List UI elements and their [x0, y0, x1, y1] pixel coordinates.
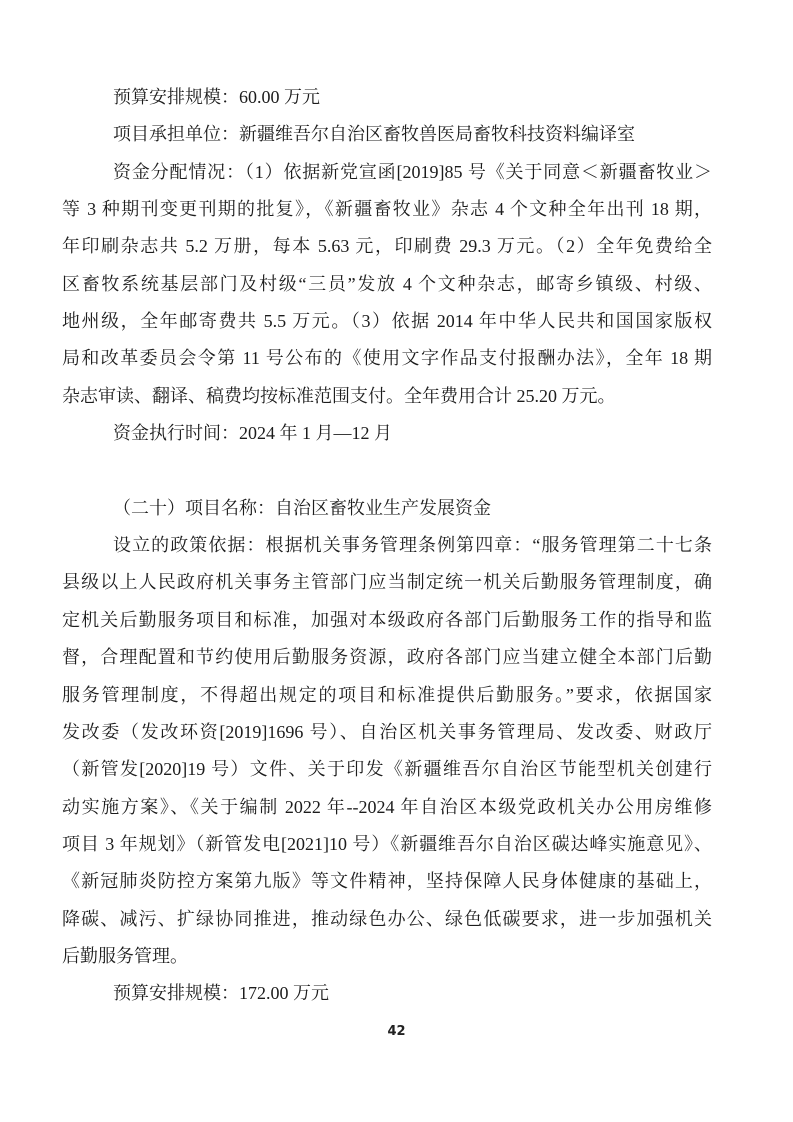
document-body — [62, 79, 712, 1013]
text-line: 资金分配情况：（1）依据新党宣函[2019]85 号《关于同意＜新疆畜牧业＞ — [113, 161, 712, 182]
text-line: 年印刷杂志共 5.2 万册，每本 5.63 元，印刷费 29.3 万元。（2）全年免费给全 — [62, 236, 712, 257]
text-line: 预算安排规模：60.00 万元 — [113, 87, 320, 107]
text-line: 项目 3 年规划》（新管发电[2021]10 号）《新疆维吾尔自治区碳达峰实施意见》、 — [62, 833, 712, 854]
text-line: 设立的政策依据：根据机关事务管理条例第四章：“服务管理第二十七条 — [113, 535, 712, 556]
text-line — [62, 452, 712, 489]
text-line: 《新冠肺炎防控方案第九版》等文件精神，坚持保障人民身体健康的基础上， — [62, 871, 712, 892]
text-line: 县级以上人民政府机关事务主管部门应当制定统一机关后勤服务管理制度，确 — [62, 572, 712, 593]
text-line: 督，合理配置和节约使用后勤服务资源，政府各部门应当建立健全本部门后勤 — [62, 647, 712, 668]
text-line: 降碳、减污、扩绿协同推进，推动绿色办公、绿色低碳要求，进一步加强机关 — [62, 908, 712, 929]
text-line: 预算安排规模：172.00 万元 — [113, 983, 329, 1004]
text-line: （二十）项目名称：自治区畜牧业生产发展资金 — [113, 497, 491, 518]
text-line: 等 3 种期刊变更刊期的批复》，《新疆畜牧业》杂志 4 个文种全年出刊 18 期， — [62, 199, 712, 220]
text-line: 资金执行时间：2024 年 1 月—12 月 — [113, 423, 392, 444]
text-line: 发改委（发改环资[2019]1696 号）、自治区机关事务管理局、发改委、财政厅 — [62, 721, 712, 742]
text-line: （新管发[2020]19 号）文件、关于印发《新疆维吾尔自治区节能型机关创建行 — [62, 759, 712, 780]
text-line: 项目承担单位：新疆维吾尔自治区畜牧兽医局畜牧科技资料编译室 — [113, 124, 635, 145]
text-line: 杂志审读、翻译、稿费均按标准范围支付。全年费用合计 25.20 万元。 — [62, 385, 616, 406]
text-line: 动实施方案》、《关于编制 2022 年--2024 年自治区本级党政机关办公用房维修 — [62, 796, 712, 817]
text-line: 局和改革委员会令第 11 号公布的《使用文字作品支付报酬办法》，全年 18 期 — [62, 348, 712, 369]
text-line: 地州级，全年邮寄费共 5.5 万元。（3）依据 2014 年中华人民共和国国家版权 — [62, 311, 712, 332]
text-line: 服务管理制度，不得超出规定的项目和标准提供后勤服务。”要求，依据国家 — [62, 684, 712, 705]
text-line: 后勤服务管理。 — [62, 945, 188, 966]
page-number: 42 — [387, 1024, 406, 1039]
text-line: 定机关后勤服务项目和标准，加强对本级政府各部门后勤服务工作的指导和监 — [62, 609, 712, 630]
text-line: 区畜牧系统基层部门及村级“三员”发放 4 个文种杂志，邮寄乡镇级、村级、 — [62, 273, 712, 294]
